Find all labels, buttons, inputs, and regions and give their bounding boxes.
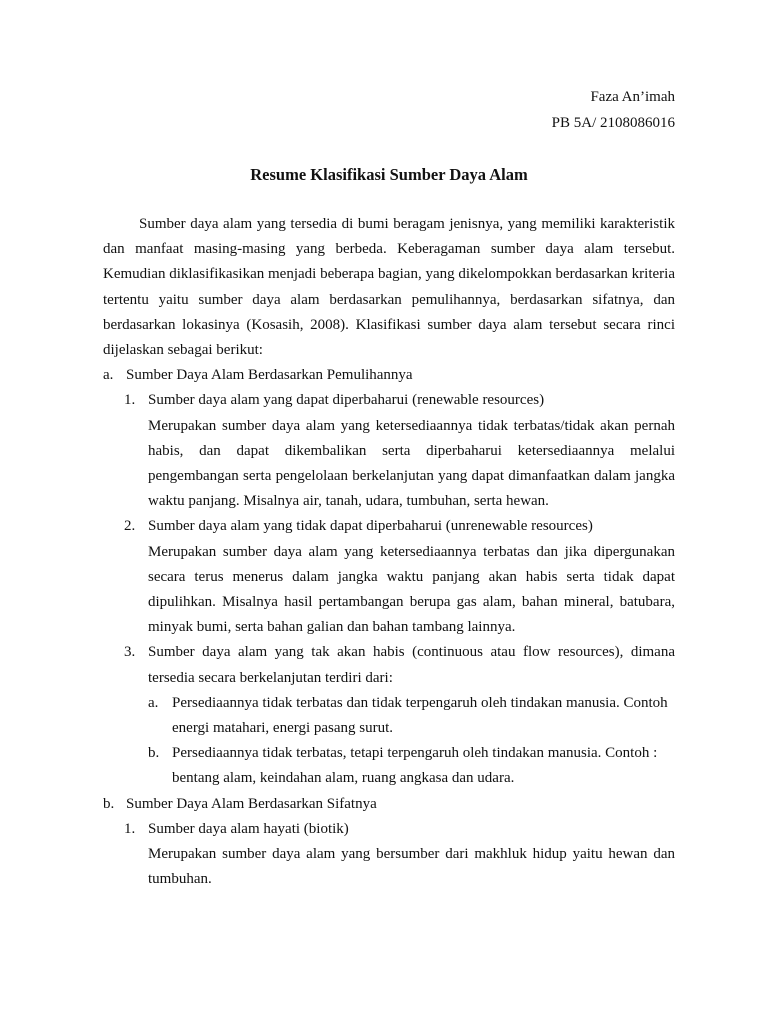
- document-title: Resume Klasifikasi Sumber Daya Alam: [250, 165, 528, 184]
- item-heading-text: Sumber daya alam yang tidak dapat diperbaharui (unrenewable resources): [148, 518, 593, 535]
- author-block: [103, 84, 675, 136]
- section-marker: b.: [103, 795, 115, 812]
- author-name: Faza An’imah: [590, 89, 675, 105]
- sub-list-item-b-continuation: bentang alam, keindahan alam, ruang angkasa dan udara.: [172, 770, 515, 787]
- subitem-text: Persediaannya tidak terbatas dan tidak terpengaruh oleh tindakan manusia. Contoh: [172, 694, 668, 711]
- item-description-hayati: Merupakan sumber daya alam yang bersumber dari makhluk hidup yaitu hewan dan tumbuhan.: [148, 846, 675, 888]
- subitem-marker: b.: [148, 745, 160, 762]
- item-marker: 1.: [124, 392, 136, 409]
- sub-list-item-b: [103, 741, 675, 766]
- sub-list-item-a-continuation: energi matahari, energi pasang surut.: [172, 720, 394, 737]
- intro-paragraph: Sumber daya alam yang tersedia di bumi beragam jenisnya, yang memiliki karakteristik dan manfaat masing-masing yang berbeda. Keberagaman sumber daya alam tersebut. Kemudian diklasifikasikan menjadi beberapa bagian, yang dikelompokkan berdasarkan kriteria tertentu yaitu sumber daya alam berdasarkan pemulihannya, berdasarkan sifatnya, dan berdasarkan lokasinya (Kosasih, 2008). Klasifikasi sumber daya alam tersebut secara rinci dijelaskan sebagai berikut:: [103, 216, 675, 359]
- section-marker: a.: [103, 367, 114, 384]
- subitem-marker: a.: [148, 694, 159, 711]
- sub-list-item-a: [103, 691, 675, 716]
- section-heading-text: Sumber Daya Alam Berdasarkan Sifatnya: [126, 795, 377, 812]
- author-class-id: PB 5A/ 2108086016: [551, 115, 675, 131]
- item-marker: 2.: [124, 518, 136, 535]
- section-heading-sifat: [103, 792, 675, 817]
- list-item-continuous: [103, 640, 675, 690]
- item-heading-text: Sumber daya alam yang dapat diperbaharui (renewable resources): [148, 392, 545, 409]
- subitem-text: Persediaannya tidak terbatas, tetapi terpengaruh oleh tindakan manusia. Contoh :: [172, 745, 658, 762]
- document-page: [103, 84, 675, 892]
- item-marker: 3.: [124, 644, 136, 661]
- section-heading-pemulihan: [103, 363, 675, 388]
- list-item-unrenewable: [103, 514, 675, 539]
- list-item-hayati: [103, 817, 675, 842]
- item-marker: 1.: [124, 820, 136, 837]
- list-item-renewable: [103, 388, 675, 413]
- item-description-renewable: Merupakan sumber daya alam yang ketersediaannya tidak terbatas/tidak akan pernah habis, dan dapat dikembalikan serta diperbaharui ketersediaannya melalui pengembangan serta pengelolaan berkelanjutan yang dapat dimanfaatkan dalam jangka waktu panjang. Misalnya air, tanah, udara, tumbuhan, serta hewan.: [148, 417, 675, 510]
- section-heading-text: Sumber Daya Alam Berdasarkan Pemulihannya: [126, 367, 413, 384]
- item-heading-text: Sumber daya alam yang tak akan habis (continuous atau flow resources), dimana tersedia secara berkelanjutan terdiri dari:: [148, 644, 675, 686]
- item-heading-text: Sumber daya alam hayati (biotik): [148, 820, 349, 837]
- item-description-unrenewable: Merupakan sumber daya alam yang ketersediaannya terbatas dan jika dipergunakan secara terus menerus dalam jangka waktu panjang akan habis serta tidak dapat dipulihkan. Misalnya hasil pertambangan berupa gas alam, bahan mineral, batubara, minyak bumi, serta bahan galian dan bahan tambang lainnya.: [148, 543, 675, 636]
